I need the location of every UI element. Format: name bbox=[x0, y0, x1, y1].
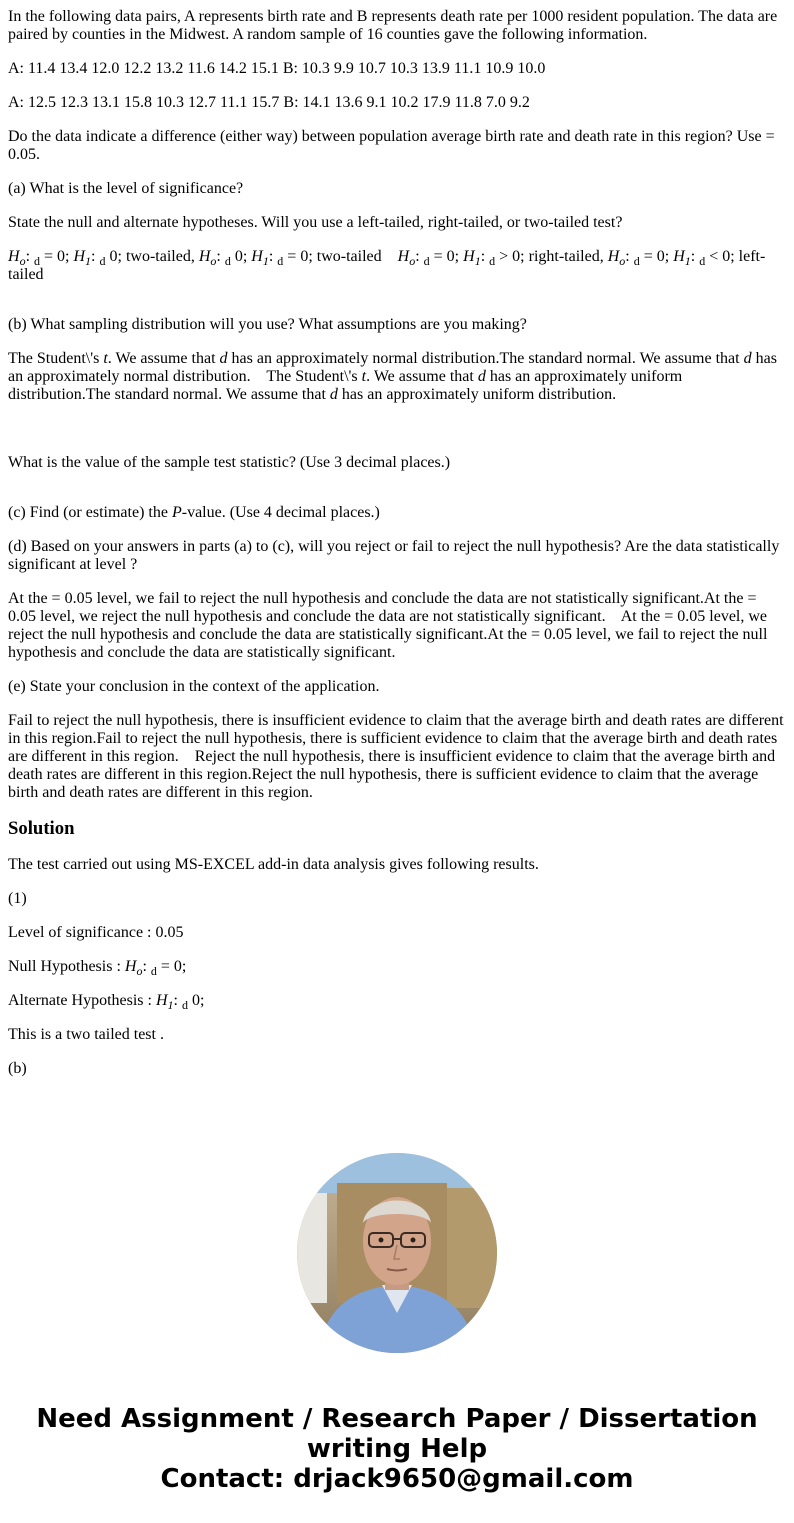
data-row-2: A: 12.5 12.3 13.1 15.8 10.3 12.7 11.1 15.7 B: 14.1 13.6 9.1 10.2 17.9 11.8 7.0 9.2 bbox=[8, 94, 530, 111]
promo-footer bbox=[0, 1404, 794, 1494]
solution-heading: Solution bbox=[8, 818, 75, 839]
blank-answer-space bbox=[8, 488, 786, 504]
part-e-question: (e) State your conclusion in the context of the application. bbox=[8, 678, 380, 695]
avatar bbox=[297, 1153, 497, 1353]
part-c-question: (c) Find (or estimate) the P-value. (Use 4 decimal places.) bbox=[8, 504, 380, 521]
distribution-options: The Student\'s t. We assume that d has an approximately normal distribution.The standard normal. We assume that d has an approximately normal distribution. The Student\'s t. We assume that d has an approximately uniform distribution.The standard normal. We assume that d has an approximately uniform distribution. bbox=[8, 350, 781, 403]
footer-contact: Contact: drjack9650@gmail.com bbox=[160, 1464, 634, 1494]
part-d-options: At the = 0.05 level, we fail to reject the null hypothesis and conclude the data are not statistically significant.At the = 0.05 level, we reject the null hypothesis and conclude the data are not statistically significant. At the = 0.05 level, we reject the null hypothesis and conclude the data are statistically significant.At the = 0.05 level, we fail to reject the null hypothesis and conclude the data are statistically significant. bbox=[8, 590, 772, 661]
solution-level: Level of significance : 0.05 bbox=[8, 924, 184, 941]
blank-answer-space bbox=[8, 420, 786, 454]
part-d-question: (d) Based on your answers in parts (a) to (c), will you reject or fail to reject the null hypothesis? Are the data statistically significant at level ? bbox=[8, 538, 780, 573]
solution-part-b: (b) bbox=[8, 1060, 27, 1077]
footer-line-1: Need Assignment / Research Paper / Dissertation bbox=[36, 1404, 758, 1434]
solution-alt-hypothesis: Alternate Hypothesis : $H_1$: $_d$ 0; bbox=[8, 992, 205, 1013]
document-body bbox=[8, 8, 786, 1094]
data-row-1: A: 11.4 13.4 12.0 12.2 13.2 11.6 14.2 15.1 B: 10.3 9.9 10.7 10.3 13.9 11.1 10.9 10.0 bbox=[8, 60, 546, 77]
part-b-question: (b) What sampling distribution will you use? What assumptions are you making? bbox=[8, 316, 527, 333]
solution-two-tailed: This is a two tailed test . bbox=[8, 1026, 164, 1043]
solution-intro: The test carried out using MS-EXCEL add-in data analysis gives following results. bbox=[8, 856, 539, 873]
part-e-options: Fail to reject the null hypothesis, there is insufficient evidence to claim that the average birth and death rates are different in this region.Fail to reject the null hypothesis, there is sufficient evidence to claim that the average birth and death rates are different in this region. Reject the null hypothesis, there is insufficient evidence to claim that the average birth and death rates are different in this region.Reject the null hypothesis, there is sufficient evidence to claim that the average birth and death rates are different in this region. bbox=[8, 712, 788, 801]
footer-line-2: writing Help bbox=[306, 1434, 488, 1464]
intro-paragraph: In the following data pairs, A represents birth rate and B represents death rate per 1000 resident population. The data are paired by counties in the Midwest. A random sample of 16 counties gave the following information. bbox=[8, 8, 778, 43]
blank-answer-space bbox=[8, 300, 786, 316]
hypothesis-options: $H_o$: $_d$ = 0; $H_1$: $_d$ 0; two-tailed, $H_o$: $_d$ 0; $H_1$: $_d$ = 0; two-tailed $H_o$: $_d$ = 0; $H_1$: $_d$ > 0; right-tailed, $H_o$: $_d$ = 0; $H_1$: $_d$ < 0; left-tailed bbox=[8, 248, 766, 283]
avatar-photo bbox=[297, 1153, 497, 1353]
hypotheses-prompt: State the null and alternate hypotheses. Will you use a left-tailed, right-tailed, or two-tailed test? bbox=[8, 214, 623, 231]
test-statistic-prompt: What is the value of the sample test statistic? (Use 3 decimal places.) bbox=[8, 454, 451, 471]
solution-part-1: (1) bbox=[8, 890, 27, 907]
part-a-question: (a) What is the level of significance? bbox=[8, 180, 244, 197]
solution-null-hypothesis: Null Hypothesis : $H_o$: $_d$ = 0; bbox=[8, 958, 187, 979]
question-text: Do the data indicate a difference (either way) between population average birth rate and death rate in this region? Use = 0.05. bbox=[8, 128, 775, 163]
